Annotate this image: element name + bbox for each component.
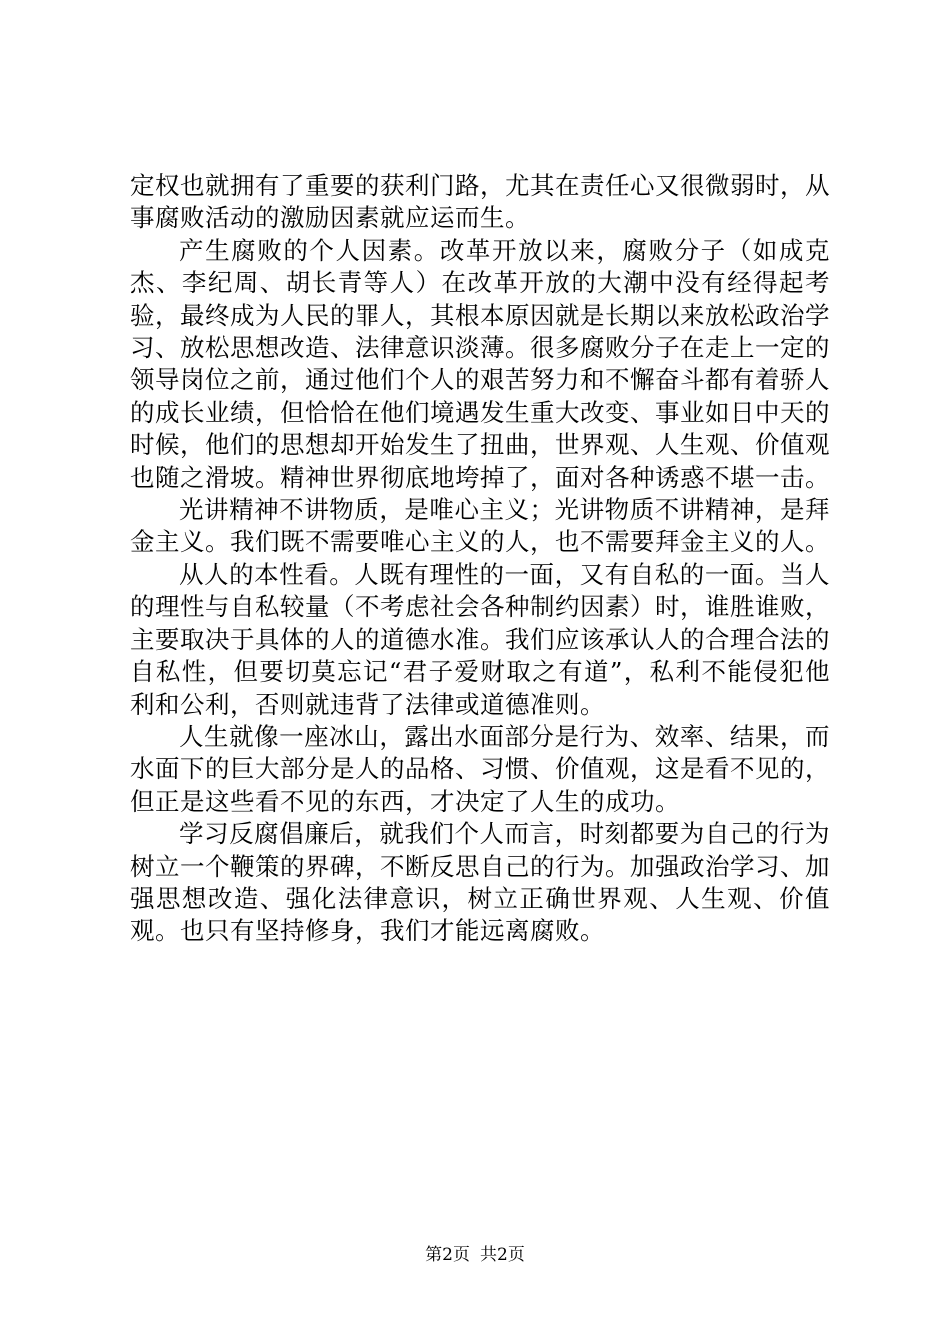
paragraph-2: 产生腐败的个人因素。改革开放以来，腐败分子（如成克杰、李纪周、胡长青等人）在改革开放的大潮中没有经得起考验，最终成为人民的罪人，其根本原因就是长期以来放松政治学习、放松思想改造、法律意识淡薄。很多腐败分子在走上一定的领导岗位之前，通过他们个人的艰苦努力和不懈奋斗都有着骄人的成长业绩，但恰恰在他们境遇发生重大改变、事业如日中天的时候，他们的思想却开始发生了扭曲，世界观、人生观、价值观也随之滑坡。精神世界彻底地垮掉了，面对各种诱惑不堪一击。 xyxy=(130,235,830,492)
document-body xyxy=(130,170,830,948)
page-number: 第2页 xyxy=(425,1245,470,1265)
page-footer xyxy=(0,1244,950,1266)
page-total: 共2页 xyxy=(480,1245,525,1265)
paragraph-1: 定权也就拥有了重要的获利门路，尤其在责任心又很微弱时，从事腐败活动的激励因素就应运而生。 xyxy=(130,171,830,233)
paragraph-6: 学习反腐倡廉后，就我们个人而言，时刻都要为自己的行为树立一个鞭策的界碑，不断反思自己的行为。加强政治学习、加强思想改造、强化法律意识，树立正确世界观、人生观、价值观。也只有坚持修身，我们才能远离腐败。 xyxy=(130,819,830,946)
paragraph-5: 人生就像一座冰山，露出水面部分是行为、效率、结果，而水面下的巨大部分是人的品格、习惯、价值观，这是看不见的，但正是这些看不见的东西，才决定了人生的成功。 xyxy=(130,721,830,816)
paragraph-4: 从人的本性看。人既有理性的一面，又有自私的一面。当人的理性与自私较量（不考虑社会各种制约因素）时，谁胜谁败，主要取决于具体的人的道德水准。我们应该承认人的合理合法的自私性，但要切莫忘记“君子爱财取之有道”，私利不能侵犯他利和公利，否则就违背了法律或道德准则。 xyxy=(130,559,830,719)
paragraph-3: 光讲精神不讲物质，是唯心主义；光讲物质不讲精神，是拜金主义。我们既不需要唯心主义的人，也不需要拜金主义的人。 xyxy=(130,495,830,557)
